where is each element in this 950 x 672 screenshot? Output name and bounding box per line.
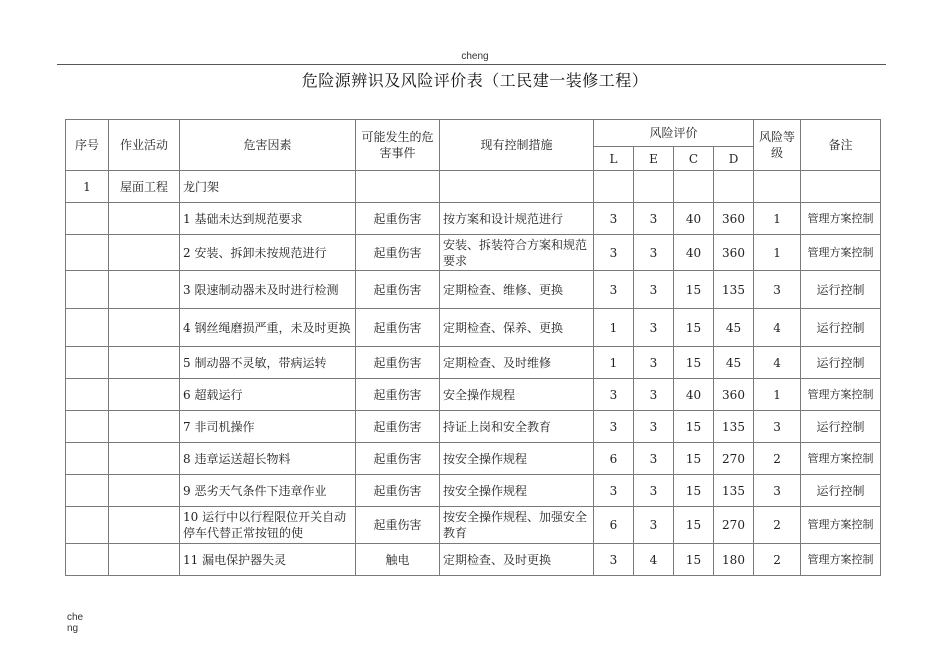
cell-E: 3 [634, 475, 674, 507]
cell-note: 运行控制 [801, 475, 881, 507]
cell-note: 运行控制 [801, 347, 881, 379]
cell-measures: 按安全操作规程、加强安全教育 [440, 507, 594, 544]
table-row [66, 347, 881, 379]
cell-L: 1 [594, 309, 634, 347]
cell-event: 起重伤害 [356, 379, 440, 411]
cell-E: 3 [634, 203, 674, 235]
table-row [66, 379, 881, 411]
group-activity: 屋面工程 [109, 171, 180, 203]
cell-seq [66, 203, 109, 235]
cell-level: 2 [754, 544, 801, 576]
page-header-text: cheng [461, 51, 489, 62]
cell-C: 15 [674, 544, 714, 576]
cell-seq [66, 271, 109, 309]
empty-cell [714, 171, 754, 203]
header-measures: 现有控制措施 [440, 120, 594, 171]
cell-C: 15 [674, 443, 714, 475]
cell-L: 3 [594, 271, 634, 309]
cell-D: 270 [714, 443, 754, 475]
header-E: E [634, 147, 674, 171]
cell-event: 起重伤害 [356, 235, 440, 271]
header-hazard: 危害因素 [180, 120, 356, 171]
cell-event: 起重伤害 [356, 411, 440, 443]
empty-cell [801, 171, 881, 203]
cell-note: 管理方案控制 [801, 507, 881, 544]
cell-seq [66, 235, 109, 271]
risk-assessment-table [65, 119, 881, 576]
cell-D: 135 [714, 411, 754, 443]
cell-E: 3 [634, 443, 674, 475]
cell-note: 管理方案控制 [801, 203, 881, 235]
cell-level: 3 [754, 475, 801, 507]
cell-hazard: 5 制动器不灵敏，带病运转 [180, 347, 356, 379]
cell-seq [66, 475, 109, 507]
cell-measures: 按安全操作规程 [440, 443, 594, 475]
cell-level: 1 [754, 235, 801, 271]
cell-L: 6 [594, 443, 634, 475]
group-row [66, 171, 881, 203]
cell-D: 270 [714, 507, 754, 544]
cell-E: 3 [634, 507, 674, 544]
table-row [66, 411, 881, 443]
empty-cell [674, 171, 714, 203]
cell-measures: 定期检查、保养、更换 [440, 309, 594, 347]
table-row [66, 271, 881, 309]
cell-L: 1 [594, 347, 634, 379]
cell-measures: 定期检查、维修、更换 [440, 271, 594, 309]
cell-level: 1 [754, 203, 801, 235]
cell-activity [109, 379, 180, 411]
cell-hazard: 6 超载运行 [180, 379, 356, 411]
cell-L: 3 [594, 203, 634, 235]
cell-L: 3 [594, 475, 634, 507]
cell-hazard: 3 限速制动器未及时进行检测 [180, 271, 356, 309]
header-L: L [594, 147, 634, 171]
cell-activity [109, 475, 180, 507]
page-footer-text: cheng [67, 612, 84, 634]
cell-seq [66, 507, 109, 544]
cell-D: 45 [714, 347, 754, 379]
cell-activity [109, 347, 180, 379]
cell-measures: 持证上岗和安全教育 [440, 411, 594, 443]
empty-cell [634, 171, 674, 203]
cell-event: 起重伤害 [356, 443, 440, 475]
cell-C: 15 [674, 347, 714, 379]
table-row [66, 443, 881, 475]
cell-activity [109, 443, 180, 475]
empty-cell [594, 171, 634, 203]
cell-seq [66, 411, 109, 443]
cell-hazard: 9 恶劣天气条件下违章作业 [180, 475, 356, 507]
cell-event: 起重伤害 [356, 507, 440, 544]
cell-seq [66, 544, 109, 576]
cell-hazard: 10 运行中以行程限位开关自动停车代替正常按钮的使 [180, 507, 356, 544]
cell-measures: 安全操作规程 [440, 379, 594, 411]
cell-L: 6 [594, 507, 634, 544]
cell-E: 3 [634, 379, 674, 411]
cell-seq [66, 379, 109, 411]
cell-activity [109, 411, 180, 443]
cell-note: 管理方案控制 [801, 235, 881, 271]
cell-E: 4 [634, 544, 674, 576]
header-seq: 序号 [66, 120, 109, 171]
cell-measures: 按方案和设计规范进行 [440, 203, 594, 235]
cell-note: 运行控制 [801, 411, 881, 443]
cell-L: 3 [594, 411, 634, 443]
cell-event: 触电 [356, 544, 440, 576]
cell-activity [109, 271, 180, 309]
table-row [66, 507, 881, 544]
cell-C: 15 [674, 309, 714, 347]
cell-D: 45 [714, 309, 754, 347]
cell-C: 40 [674, 203, 714, 235]
empty-cell [440, 171, 594, 203]
cell-C: 15 [674, 475, 714, 507]
table-row [66, 475, 881, 507]
cell-D: 135 [714, 475, 754, 507]
header-note: 备注 [801, 120, 881, 171]
cell-note: 管理方案控制 [801, 379, 881, 411]
cell-hazard: 2 安装、拆卸未按规范进行 [180, 235, 356, 271]
cell-E: 3 [634, 347, 674, 379]
cell-D: 135 [714, 271, 754, 309]
cell-note: 管理方案控制 [801, 443, 881, 475]
cell-D: 180 [714, 544, 754, 576]
cell-event: 起重伤害 [356, 347, 440, 379]
cell-E: 3 [634, 235, 674, 271]
cell-C: 15 [674, 507, 714, 544]
header-rule [57, 64, 886, 65]
cell-activity [109, 544, 180, 576]
cell-D: 360 [714, 379, 754, 411]
cell-measures: 定期检查、及时更换 [440, 544, 594, 576]
cell-note: 运行控制 [801, 271, 881, 309]
group-seq: 1 [66, 171, 109, 203]
cell-activity [109, 309, 180, 347]
header-level: 风险等级 [754, 120, 801, 171]
cell-activity [109, 235, 180, 271]
cell-hazard: 7 非司机操作 [180, 411, 356, 443]
cell-level: 1 [754, 379, 801, 411]
cell-event: 起重伤害 [356, 309, 440, 347]
cell-seq [66, 309, 109, 347]
cell-measures: 按安全操作规程 [440, 475, 594, 507]
cell-hazard: 1 基础未达到规范要求 [180, 203, 356, 235]
header-activity: 作业活动 [109, 120, 180, 171]
header-D: D [714, 147, 754, 171]
cell-event: 起重伤害 [356, 271, 440, 309]
cell-D: 360 [714, 203, 754, 235]
header-C: C [674, 147, 714, 171]
cell-level: 3 [754, 411, 801, 443]
cell-seq [66, 347, 109, 379]
cell-hazard: 8 违章运送超长物料 [180, 443, 356, 475]
cell-E: 3 [634, 271, 674, 309]
cell-L: 3 [594, 544, 634, 576]
cell-level: 3 [754, 271, 801, 309]
table-row [66, 544, 881, 576]
empty-cell [754, 171, 801, 203]
cell-event: 起重伤害 [356, 203, 440, 235]
cell-hazard: 4 钢丝绳磨损严重，未及时更换 [180, 309, 356, 347]
cell-C: 40 [674, 379, 714, 411]
empty-cell [356, 171, 440, 203]
table-row [66, 203, 881, 235]
cell-measures: 定期检查、及时维修 [440, 347, 594, 379]
cell-level: 4 [754, 309, 801, 347]
cell-level: 4 [754, 347, 801, 379]
cell-E: 3 [634, 309, 674, 347]
cell-note: 运行控制 [801, 309, 881, 347]
table-row [66, 235, 881, 271]
cell-C: 40 [674, 235, 714, 271]
cell-activity [109, 203, 180, 235]
cell-hazard: 11 漏电保护器失灵 [180, 544, 356, 576]
cell-activity [109, 507, 180, 544]
cell-level: 2 [754, 443, 801, 475]
cell-L: 3 [594, 235, 634, 271]
header-risk-eval: 风险评价 [594, 120, 754, 147]
page-title: 危险源辨识及风险评价表（工民建一装修工程） [301, 71, 649, 90]
cell-seq [66, 443, 109, 475]
cell-E: 3 [634, 411, 674, 443]
cell-level: 2 [754, 507, 801, 544]
table-row [66, 309, 881, 347]
header-event: 可能发生的危害事件 [356, 120, 440, 171]
cell-event: 起重伤害 [356, 475, 440, 507]
cell-C: 15 [674, 271, 714, 309]
cell-C: 15 [674, 411, 714, 443]
cell-L: 3 [594, 379, 634, 411]
group-hazard: 龙门架 [180, 171, 356, 203]
cell-measures: 安装、拆装符合方案和规范要求 [440, 235, 594, 271]
cell-D: 360 [714, 235, 754, 271]
cell-note: 管理方案控制 [801, 544, 881, 576]
